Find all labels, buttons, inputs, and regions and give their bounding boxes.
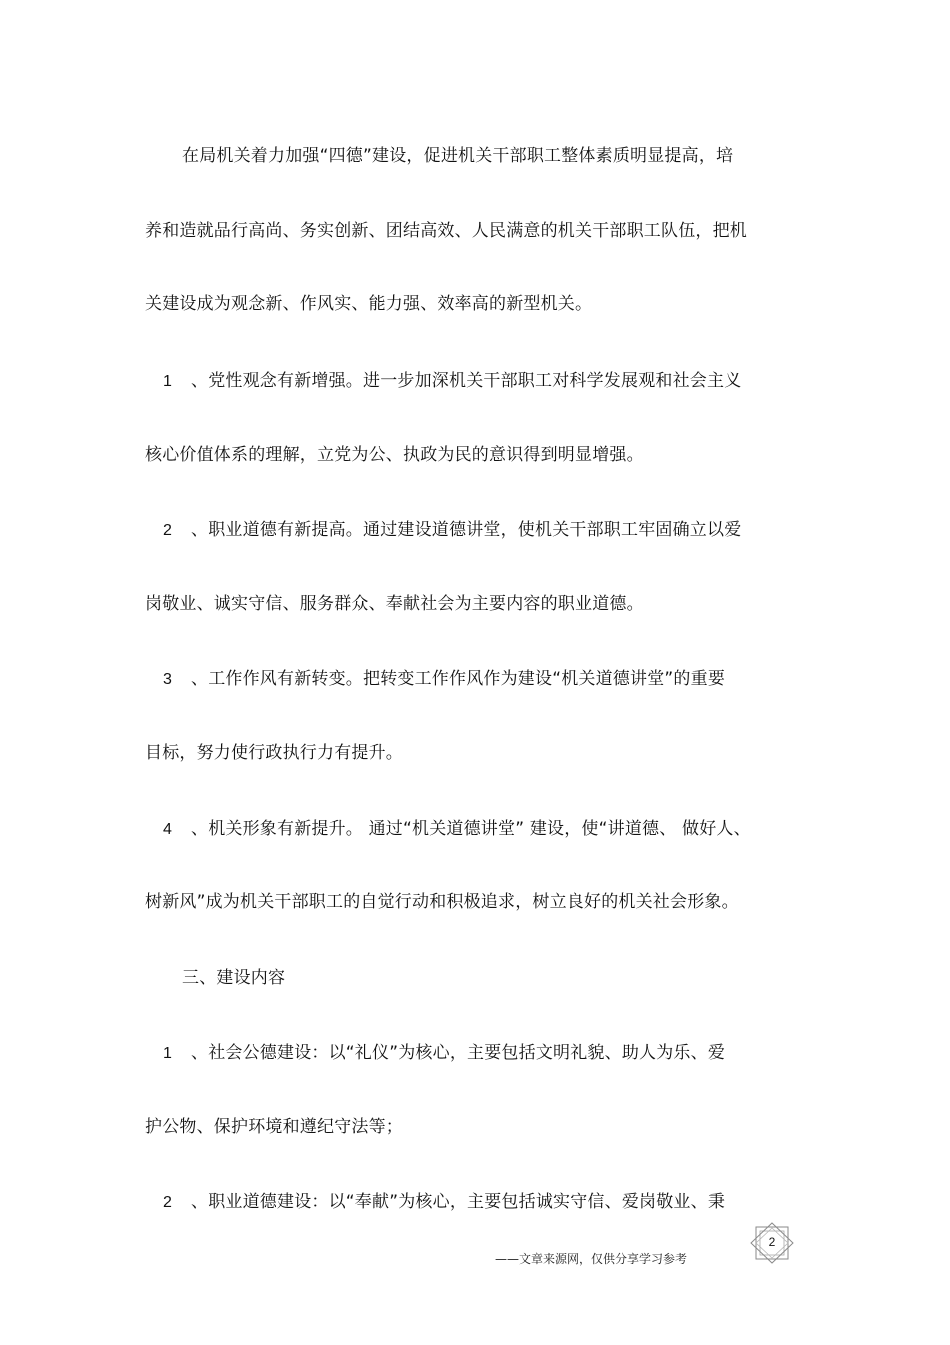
- paragraph-line: 养和造就品行高尚、务实创新、团结高效、人民满意的机关干部职工队伍，把机: [145, 221, 747, 241]
- paragraph-line: 核心价值体系的理解，立党为公、执政为民的意识得到明显增强。: [145, 445, 644, 465]
- page-number-badge: [748, 1222, 796, 1264]
- list-item: [163, 667, 725, 692]
- list-item-text: 、社会公德建设：以“礼仪”为核心，主要包括文明礼貌、助人为乐、爱: [191, 1043, 726, 1063]
- paragraph-line: 岗敬业、诚实守信、服务群众、奉献社会为主要内容的职业道德。: [145, 594, 644, 614]
- list-item-text: 、工作作风有新转变。把转变工作作风作为建设“机关道德讲堂”的重要: [191, 669, 726, 689]
- list-item-text: 、职业道德有新提高。通过建设道德讲堂，使机关干部职工牢固确立以爱: [191, 520, 742, 540]
- list-item: [163, 369, 741, 394]
- page-number: 2: [768, 1235, 776, 1249]
- list-item-number: 2: [163, 522, 173, 539]
- footer-source-note: ——文章来源网，仅供分享学习参考: [495, 1252, 688, 1266]
- section-heading: 三、建设内容: [182, 968, 286, 988]
- list-item-text: 、职业道德建设：以“奉献”为核心，主要包括诚实守信、爱岗敬业、秉: [191, 1192, 726, 1212]
- paragraph-line: 护公物、保护环境和遵纪守法等；: [145, 1117, 403, 1137]
- paragraph-line: 在局机关着力加强“四德”建设，促进机关干部职工整体素质明显提高，培: [182, 146, 734, 166]
- list-item-number: 3: [163, 671, 173, 688]
- list-item-number: 4: [163, 821, 173, 838]
- list-item-number: 1: [163, 373, 173, 390]
- paragraph-line: 树新风”成为机关干部职工的自觉行动和积极追求，树立良好的机关社会形象。: [145, 892, 739, 912]
- paragraph-line: 目标，努力使行政执行力有提升。: [145, 743, 403, 763]
- list-item-number: 1: [163, 1045, 173, 1062]
- list-item-text: 、党性观念有新增强。进一步加深机关干部职工对科学发展观和社会主义: [191, 371, 742, 391]
- list-item-text: 、机关形象有新提升。 通过“机关道德讲堂” 建设，使“讲道德、 做好人、: [191, 819, 751, 839]
- list-item: [163, 817, 751, 842]
- list-item: [163, 518, 741, 543]
- paragraph-line: 关建设成为观念新、作风实、能力强、效率高的新型机关。: [145, 294, 593, 314]
- list-item-number: 2: [163, 1194, 173, 1211]
- list-item: [163, 1041, 725, 1066]
- list-item: [163, 1190, 725, 1215]
